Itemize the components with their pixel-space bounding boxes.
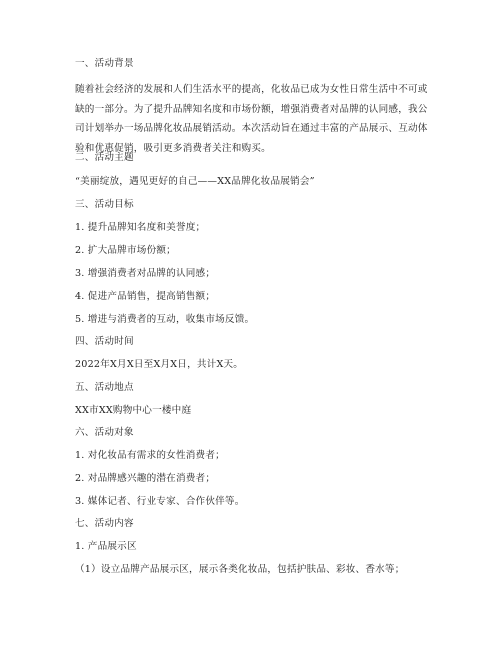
section-heading-time: 四、活动时间 (75, 336, 134, 347)
content-item: 1. 产品展示区 (75, 541, 137, 552)
location-text: XX市XX购物中心一楼中庭 (75, 405, 192, 416)
background-paragraph: 随着社会经济的发展和人们生活水平的提高，化妆品已成为女性日常生活中不可或缺的一部分。为了提升品牌知名度和市场份额，增强消费者对品牌的认同感，我公司计划举办一场品牌化妆品展销活动。本次活动旨在通过丰富的产品展示、互动体验和优惠促销，吸引更多消费者关注和购买。 (75, 84, 428, 154)
section-heading-background: 一、活动背景 (75, 58, 134, 69)
goal-item: 2. 扩大品牌市场份额； (75, 245, 176, 256)
section-heading-location: 五、活动地点 (75, 382, 134, 393)
section-heading-audience: 六、活动对象 (75, 427, 134, 438)
goal-item: 5. 增进与消费者的互动，收集市场反馈。 (75, 314, 255, 325)
goal-item: 1. 提升品牌知名度和美誉度； (75, 222, 206, 233)
section-heading-goals: 三、活动目标 (75, 199, 134, 210)
section-heading-content: 七、活动内容 (75, 518, 134, 529)
audience-item: 3. 媒体记者、行业专家、合作伙伴等。 (75, 496, 245, 507)
time-text: 2022年X月X日至X月X日，共计X天。 (75, 359, 244, 370)
audience-item: 2. 对品牌感兴趣的潜在消费者； (75, 473, 216, 484)
section-heading-theme: 二、活动主题 (75, 152, 134, 163)
goal-item: 4. 促进产品销售，提高销售额； (75, 291, 216, 302)
content-item: （1）设立品牌产品展示区，展示各类化妆品，包括护肤品、彩妆、香水等； (75, 564, 405, 575)
theme-text: “美丽绽放，遇见更好的自己——XX品牌化妆品展销会” (75, 176, 315, 187)
audience-item: 1. 对化妆品有需求的女性消费者； (75, 450, 225, 461)
goal-item: 3. 增强消费者对品牌的认同感； (75, 268, 216, 279)
